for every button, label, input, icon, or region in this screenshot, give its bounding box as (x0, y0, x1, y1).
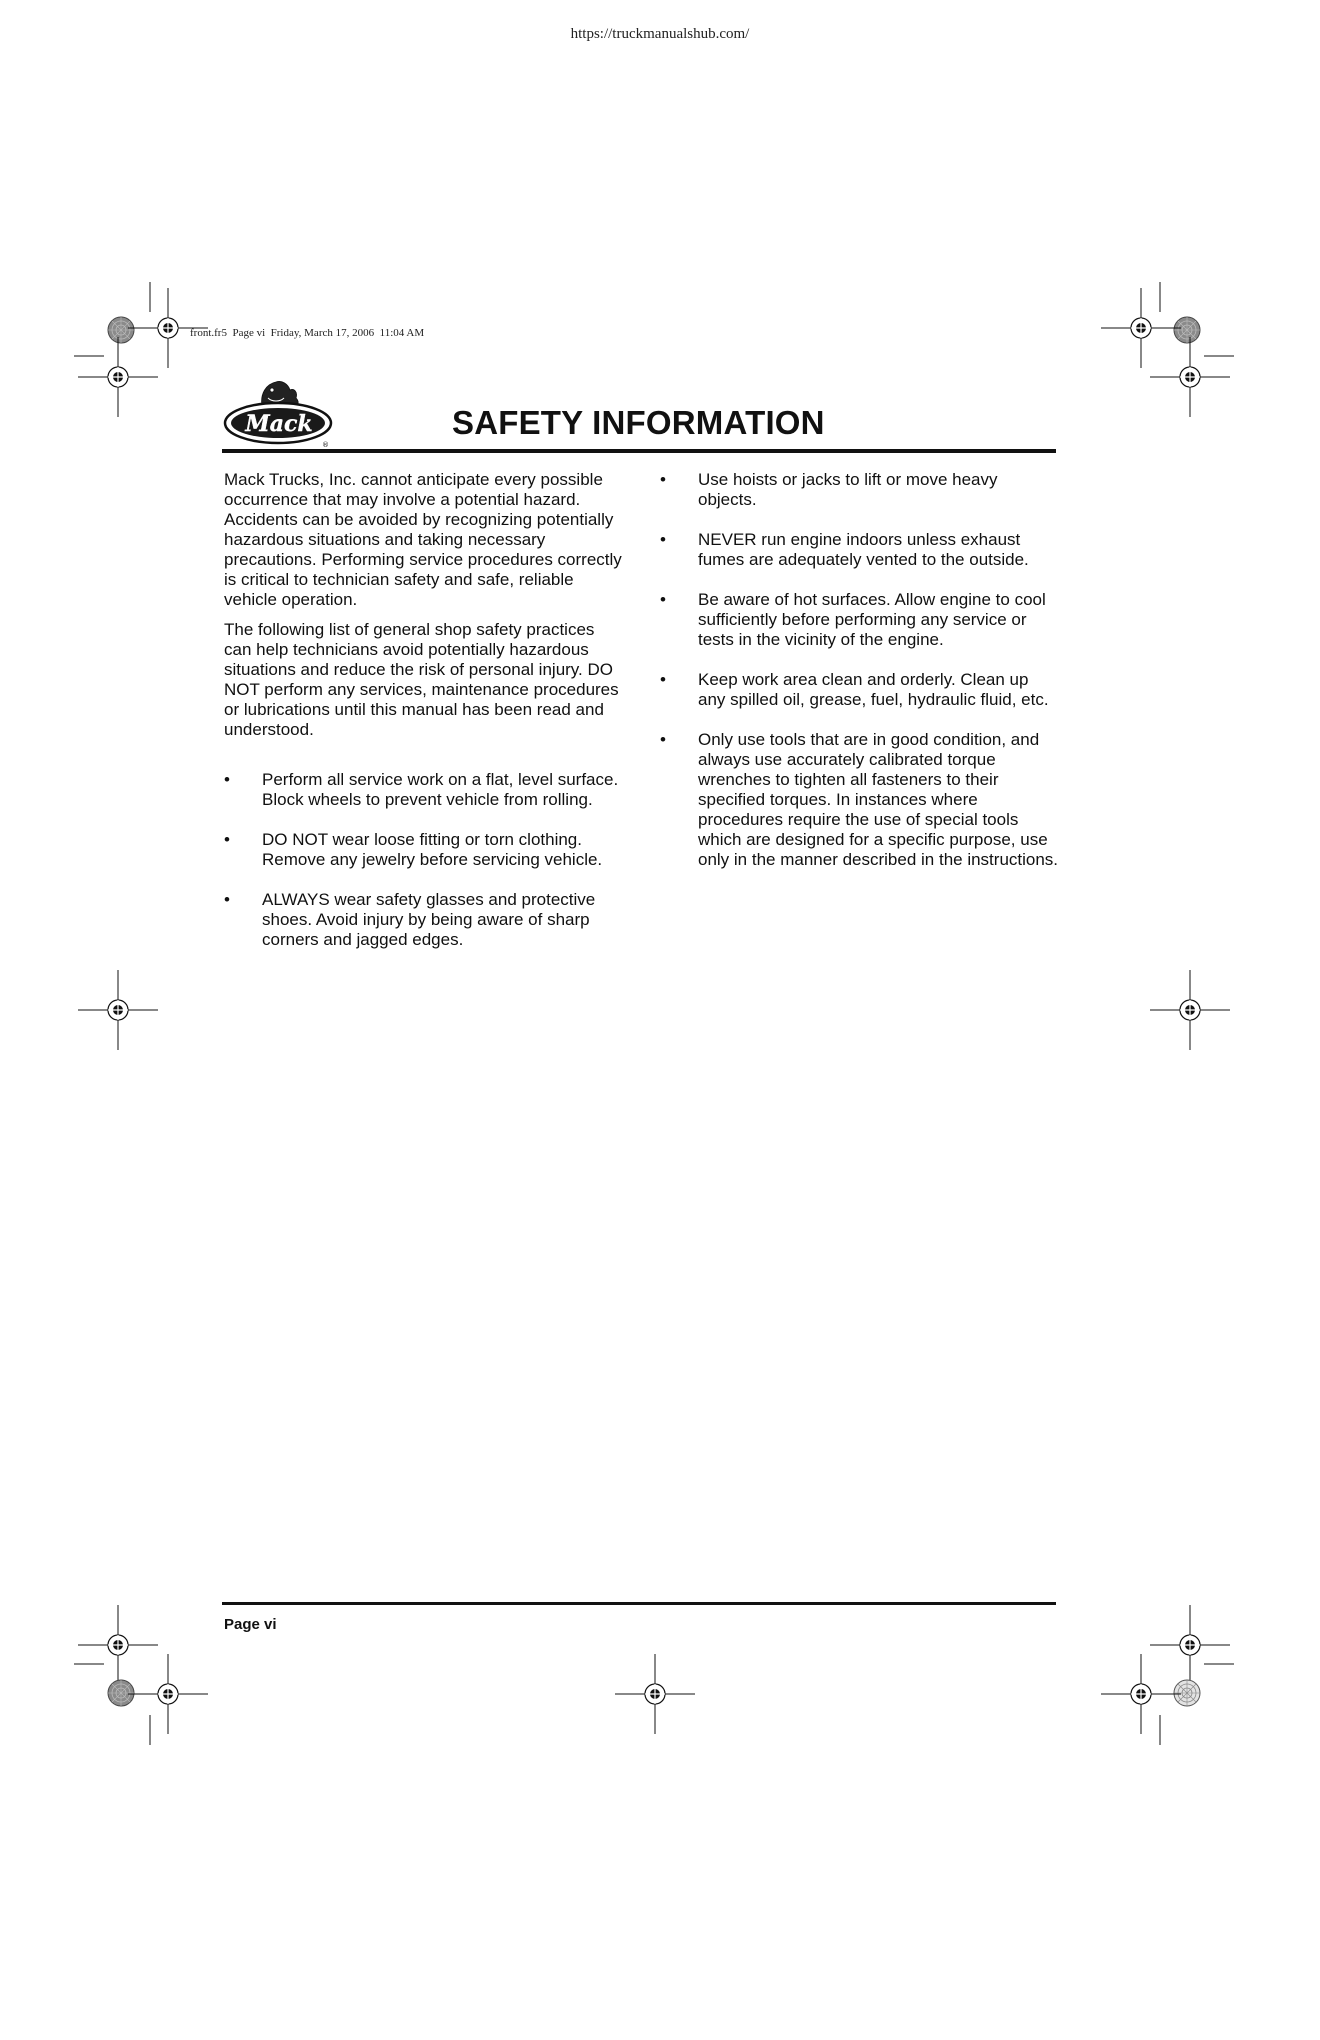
bullet-icon: • (224, 770, 230, 789)
registered-mark: ® (322, 441, 329, 448)
title-rule (222, 449, 1056, 453)
list-item-text: DO NOT wear loose fitting or torn clothing. Remove any jewelry before servicing vehicle. (262, 830, 603, 869)
intro-paragraph: Mack Trucks, Inc. cannot anticipate every possible occurrence that may involve a potential hazard. Accidents can be avoided by recognizing potentially hazardous situations and taking necessary precautions. Performing service procedures correctly is critical to technician safety and safe, reliable vehicle operation. (224, 470, 622, 609)
list-item (224, 890, 624, 950)
bullet-icon: • (660, 670, 666, 689)
list-item (660, 730, 1060, 870)
list-item-text: NEVER run engine indoors unless exhaust fumes are adequately vented to the outside. (698, 530, 1029, 569)
intro-paragraph: The following list of general shop safety practices can help technicians avoid potentially hazardous situations and reduce the risk of personal injury. DO NOT perform any services, maintenance procedures or lubrications until this manual has been read and understood. (224, 620, 619, 739)
list-item-text: Use hoists or jacks to lift or move heavy objects. (698, 470, 998, 509)
list-item (660, 670, 1060, 710)
list-item-text: Keep work area clean and orderly. Clean up any spilled oil, grease, fuel, hydraulic fluid, etc. (698, 670, 1049, 709)
page-title: SAFETY INFORMATION (452, 404, 825, 441)
list-item-text: Only use tools that are in good condition, and always use accurately calibrated torque wrenches to tighten all fasteners to their specified torques. In instances where procedures require the use of special tools which are designed for a specific purpose, use only in the manner described in the instructions. (698, 730, 1059, 869)
right-column (660, 470, 1060, 890)
print-slug: front.fr5 Page vi Friday, March 17, 2006 11:04 AM (190, 327, 425, 339)
source-url: https://truckmanualshub.com/ (570, 26, 750, 42)
list-item-text: Perform all service work on a flat, level surface. Block wheels to prevent vehicle from rolling. (262, 770, 619, 809)
list-item-text: Be aware of hot surfaces. Allow engine to cool sufficiently before performing any service or tests in the vicinity of the engine. (698, 590, 1046, 649)
list-item (224, 770, 624, 810)
footer-rule (222, 1602, 1056, 1605)
bullet-icon: • (660, 530, 666, 549)
left-column (224, 470, 624, 970)
list-item (660, 590, 1060, 650)
bullet-icon: • (224, 890, 230, 909)
bullet-icon: • (224, 830, 230, 849)
bullet-icon: • (660, 590, 666, 609)
bullet-icon: • (660, 730, 666, 749)
list-item-text: ALWAYS wear safety glasses and protective shoes. Avoid injury by being aware of sharp corners and jagged edges. (262, 890, 596, 949)
bullet-icon: • (660, 470, 666, 489)
mack-logo (222, 376, 334, 448)
list-item (660, 530, 1060, 570)
page-number: Page vi (224, 1616, 277, 1633)
list-item (660, 470, 1060, 510)
list-item (224, 830, 624, 870)
logo-wordmark: Mack (245, 411, 313, 437)
